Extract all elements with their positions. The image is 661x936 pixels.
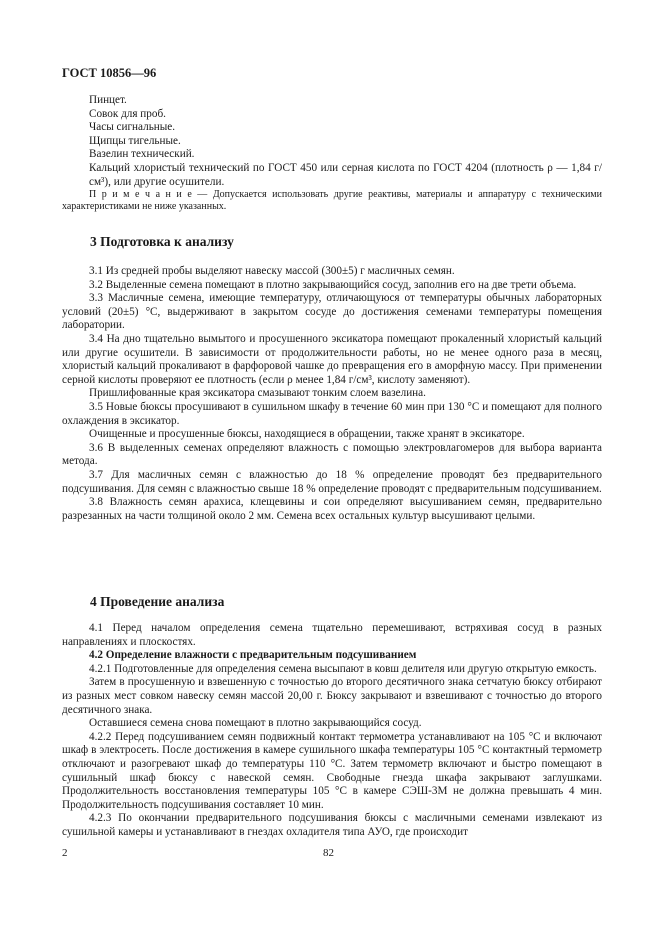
list-item: Вазелин технический. (89, 148, 195, 161)
paragraph: 4.1 Перед началом определения семена тщательно перемешивают, встряхивая сосуд в разных направлениях и плоскостях. (62, 622, 602, 648)
paragraph: 4.2.3 По окончании предварительного подсушивания бюксы с масличными семенами извлекают из сушильной камеры и устанавливают в гнездах охладителя типа АУО, где происходит (62, 812, 602, 838)
paragraph: 3.2 Выделенные семена помещают в плотно закрывающийся сосуд, заполнив его на две трети объема. (89, 278, 577, 291)
section-4-title: 4 Проведение анализа (90, 594, 225, 609)
list-item: Пинцет. (89, 94, 127, 106)
section-3-title: 3 Подготовка к анализу (90, 234, 234, 249)
subheading: 4.2 Определение влажности с предварительным подсушиванием (89, 649, 417, 662)
list-item: Совок для проб. (89, 107, 166, 120)
note-text: П р и м е ч а н и е — Допускается использовать другие реактивы, материалы и аппаратуру с техническими характеристиками не ниже указанных. (62, 189, 602, 213)
equipment-list (62, 94, 602, 189)
document-header: ГОСТ 10856—96 (62, 66, 157, 80)
note (62, 189, 602, 213)
list-item: Часы сигнальные. (89, 121, 176, 134)
paragraph: Оставшиеся семена снова помещают в плотно закрывающийся сосуд. (89, 717, 422, 730)
paragraph: 4.2.2 Перед подсушиванием семян подвижный контакт термометра устанавливают на 105 °С и включают шкаф в электросеть. После достижения в камере сушильного шкафа температуры 105 °С контактный термометр отключают и разогревают шкаф до температуры 110 °С. Затем термометр включают и быстро помещают в сушильный шкаф бюксу с навеской семян. Свободные гнезда шкафа закрывают заглушками. Продолжительность восстановления температуры 105 °С в камере СЭШ-3М не должна превышать 4 мин. Продолжительность подсушивания составляет 10 мин. (62, 730, 602, 811)
paragraph: 3.3 Масличные семена, имеющие температуру, отличающуюся от температуры обычных лабораторных условий (20±5) °С, выдерживают в закрытом сосуде до достижения семенами температуры помещения лаборатории. (62, 292, 602, 332)
section-4-body (62, 622, 602, 840)
paragraph: 4.2.1 Подготовленные для определения семена высыпают в ковш делителя или другую открытую емкость. (89, 662, 597, 675)
paragraph: 3.7 Для масличных семян с влажностью до 18 % определение проводят без предварительного подсушивания. Для семян с влажностью свыше 18 % определение проводят с предварительным подсушиванием. (62, 468, 602, 495)
page-number-center: 82 (323, 847, 334, 859)
paragraph: 3.5 Новые бюксы просушивают в сушильном шкафу в течение 60 мин при 130 °С и помещают для полного охлаждения в эксикатор. (62, 400, 602, 427)
paragraph: 3.1 Из средней пробы выделяют навеску массой (300±5) г масличных семян. (89, 265, 455, 277)
paragraph: 3.4 На дно тщательно вымытого и просушенного эксикатора помещают прокаленный хлористый кальций или другие осушители. В зависимости от продолжительности работы, но не менее одного раза в месяц, хлористый кальций прокаливают в фарфоровой чашке до превращения его в аморфную массу. При применении серной кислоты проверяют ее плотность (если ρ менее 1,84 г/см³, кислоту заменяют). (62, 332, 602, 386)
paragraph: Очищенные и просушенные бюксы, находящиеся в обращении, также хранят в эксикаторе. (89, 428, 525, 441)
section-3-body (62, 265, 602, 523)
paragraph: Затем в просушенную и взвешенную с точностью до второго десятичного знака сетчатую бюксу отбирают из разных мест совком навеску семян массой 20,00 г. Бюксу закрывают и взвешивают с точностью до второго десятичного знака. (62, 676, 602, 716)
list-item: Кальций хлористый технический по ГОСТ 450 или серная кислота по ГОСТ 4204 (плотность ρ — 1,84 г/см³), или другие осушители. (89, 161, 602, 188)
list-item: Щипцы тигельные. (89, 134, 181, 147)
paragraph: Пришлифованные края эксикатора смазывают тонким слоем вазелина. (89, 387, 426, 400)
page-number-left: 2 (62, 847, 68, 859)
paragraph: 3.8 Влажность семян арахиса, клещевины и сои определяют высушиванием семян, предварительно разрезанных на части толщиной около 2 мм. Семена всех остальных культур высушивают целыми. (62, 496, 602, 522)
paragraph: 3.6 В выделенных семенах определяют влажность с помощью электровлагомеров для выбора варианта метода. (62, 441, 602, 468)
